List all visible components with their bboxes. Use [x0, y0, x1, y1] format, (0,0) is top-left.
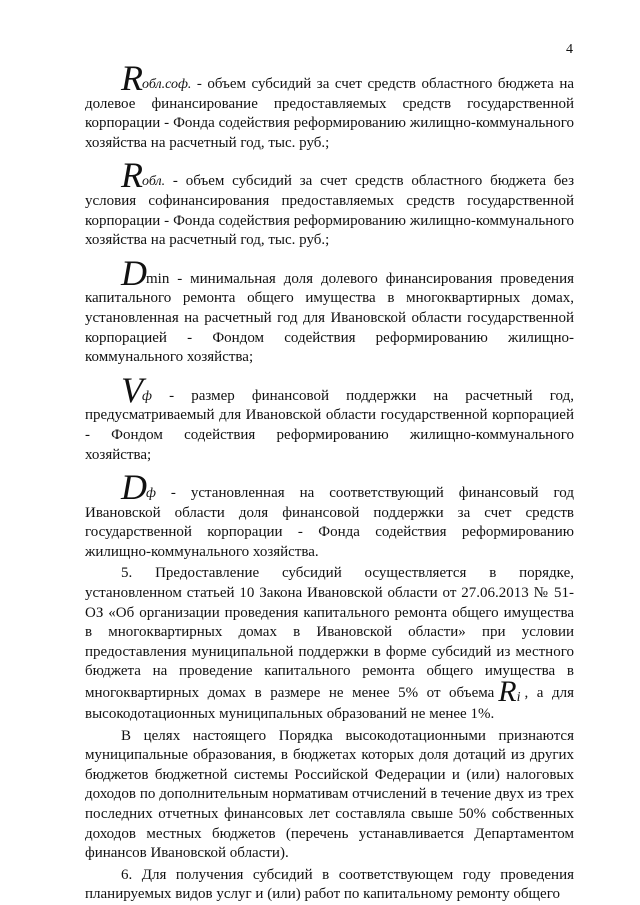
paragraph-5: [85, 564, 574, 724]
definition-text: - объем субсидий за счет средств областного бюджета без условия софинансирования предоставляемых средств государственной корпорации - Фонда содействия реформированию жилищно-коммунального хозяйства на расчетный год, тыс. руб.;: [85, 173, 574, 249]
formula-symbol: R: [121, 155, 142, 196]
paragraph-5-text-b: , а для высокодотационных муниципальных образований не менее 1%.: [85, 685, 574, 723]
definition-text: - установленная на соответствующий финансовый год Ивановской области доля финансовой поддержки за счет средств государственной корпорации - Фонда содействия реформированию жилищно-коммунального хозяйства.: [85, 485, 574, 560]
definition-text: - объем субсидий за счет средств областного бюджета на долевое финансирование предоставляемых средств государственной корпорации - Фонда содействия реформированию жилищно-коммунального хозяйства на расчетный год, тыс. руб.;: [85, 76, 574, 151]
definition-r-obl-sof: [85, 58, 574, 153]
formula-subscript: ф: [142, 388, 152, 404]
definition-text: - размер финансовой поддержки на расчетный год, предусматриваемый для Ивановской области государственной корпорацией - Фондом содействия реформированию жилищно-коммунального хозяйства;: [85, 387, 574, 463]
document-body: [85, 58, 574, 905]
formula-symbol-ri: [498, 675, 520, 708]
paragraph-6: 6. Для получения субсидий в соответствующем году проведения планируемых видов услуг и (или) работ по капитальному ремонту общего: [85, 866, 574, 903]
formula-symbol: R: [498, 675, 517, 709]
paragraph-high-subsidy: В целях настоящего Порядка высокодотационными признаются муниципальные образования, в бюджетах которых доля дотаций из других бюджетов бюджетной системы Российской Федерации и (или) налоговых доходов по дополнительным нормативам отчислений в течение двух из трех последних отчетных финансовых лет составляла свыше 50% собственных доходов местных бюджетов (перечень устанавливается Департаментом финансов Ивановской области).: [85, 727, 574, 862]
formula-symbol: R: [121, 58, 142, 98]
definition-v-f: [85, 369, 574, 465]
formula-subscript: i: [516, 690, 521, 706]
definition-d-min: [85, 252, 574, 368]
definition-text: - минимальная доля долевого финансирования проведения капитального ремонта общего имущества в многоквартирных домах, установленная на расчетный год для Ивановской области государственной корпорацией - Фондом содействия реформированию жилищно-коммунального хозяйства;: [85, 270, 574, 366]
formula-symbol: V: [121, 369, 142, 410]
definition-d-f: [85, 467, 574, 562]
formula-subscript: обл.соф.: [142, 77, 192, 92]
formula-symbol: D: [121, 467, 146, 508]
formula-subscript: min: [146, 270, 170, 287]
definition-r-obl: [85, 155, 574, 250]
page-number: 4: [566, 42, 573, 57]
paragraph-5-text-a: 5. Предоставление субсидий осуществляется в порядке, установленном статьей 10 Закона Ивановской области от 27.06.2013 № 51-ОЗ «Об организации проведения капитального ремонта общего имущества в многоквартирных домах в Ивановской области» при условии предоставления муниципальной поддержки в форме субсидий из местного бюджета на проведение капитального ремонта общего имущества в многоквартирных домах в размере не менее 5% от объема: [85, 565, 574, 702]
formula-subscript: ф: [146, 486, 156, 502]
formula-symbol: D: [121, 252, 146, 293]
formula-subscript: обл.: [142, 174, 166, 190]
